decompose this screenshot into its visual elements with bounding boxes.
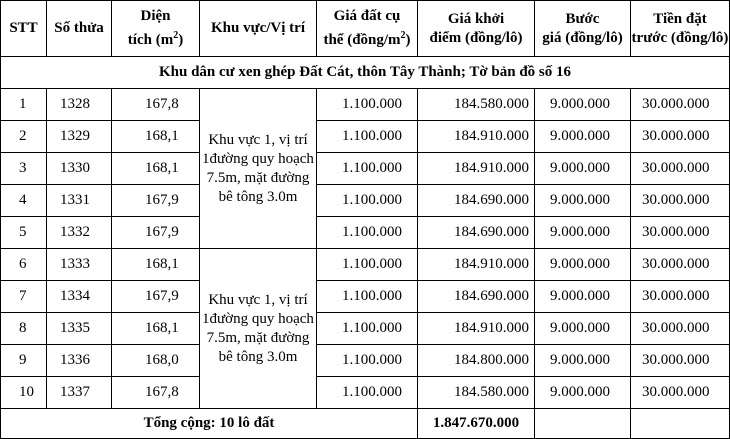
cell-deposit: 30.000.000 — [631, 153, 730, 185]
cell-starting-price: 184.580.000 — [418, 89, 535, 121]
cell-area: 168,1 — [112, 153, 200, 185]
cell-deposit: 30.000.000 — [631, 185, 730, 217]
section-title: Khu dân cư xen ghép Đất Cát, thôn Tây Thành; Tờ bản đồ số 16 — [1, 57, 730, 89]
cell-price-step: 9.000.000 — [535, 281, 631, 313]
header-area: Diện tích $(m^2)$ — [112, 1, 200, 57]
header-zone: Khu vực/Vị trí — [200, 1, 317, 57]
table-row — [1, 185, 730, 217]
cell-stt: 1 — [1, 89, 47, 121]
cell-plot: 1335 — [47, 313, 112, 345]
cell-price-step: 9.000.000 — [535, 89, 631, 121]
cell-starting-price: 184.580.000 — [418, 377, 535, 409]
cell-deposit: 30.000.000 — [631, 313, 730, 345]
cell-plot: 1330 — [47, 153, 112, 185]
cell-price-step: 9.000.000 — [535, 153, 631, 185]
cell-area: 168,1 — [112, 249, 200, 281]
zone-group-1: Khu vực 1, vị trí 1đường quy hoạch 7.5m, mặt đường bê tông 3.0m — [200, 89, 317, 249]
total-empty-step — [535, 409, 631, 439]
cell-stt: 6 — [1, 249, 47, 281]
header-price-step: Bước giá (đồng/lô) — [535, 1, 631, 57]
cell-area: 168,1 — [112, 121, 200, 153]
cell-deposit: 30.000.000 — [631, 217, 730, 249]
header-land-price: Giá đất cụ thể $(đồng/m^2)$ — [317, 1, 418, 57]
cell-area: 168,1 — [112, 313, 200, 345]
table-row — [1, 89, 730, 121]
cell-price-step: 9.000.000 — [535, 377, 631, 409]
cell-plot: 1337 — [47, 377, 112, 409]
cell-plot: 1331 — [47, 185, 112, 217]
table-row — [1, 153, 730, 185]
cell-deposit: 30.000.000 — [631, 249, 730, 281]
cell-land-price: 1.100.000 — [317, 377, 418, 409]
table-row — [1, 249, 730, 281]
header-deposit: Tiền đặt trước (đồng/lô) — [631, 1, 730, 57]
cell-land-price: 1.100.000 — [317, 281, 418, 313]
cell-starting-price: 184.690.000 — [418, 281, 535, 313]
cell-price-step: 9.000.000 — [535, 185, 631, 217]
header-row — [1, 1, 730, 57]
cell-price-step: 9.000.000 — [535, 313, 631, 345]
cell-plot: 1334 — [47, 281, 112, 313]
cell-stt: 8 — [1, 313, 47, 345]
cell-land-price: 1.100.000 — [317, 217, 418, 249]
cell-area: 168,0 — [112, 345, 200, 377]
cell-stt: 5 — [1, 217, 47, 249]
cell-price-step: 9.000.000 — [535, 217, 631, 249]
cell-land-price: 1.100.000 — [317, 249, 418, 281]
cell-land-price: 1.100.000 — [317, 185, 418, 217]
cell-plot: 1328 — [47, 89, 112, 121]
cell-price-step: 9.000.000 — [535, 249, 631, 281]
total-row — [1, 409, 730, 439]
cell-starting-price: 184.910.000 — [418, 121, 535, 153]
cell-starting-price: 184.690.000 — [418, 185, 535, 217]
section-row — [1, 57, 730, 89]
table-row — [1, 377, 730, 409]
cell-price-step: 9.000.000 — [535, 121, 631, 153]
cell-starting-price: 184.910.000 — [418, 153, 535, 185]
cell-deposit: 30.000.000 — [631, 121, 730, 153]
table-row — [1, 281, 730, 313]
cell-stt: 4 — [1, 185, 47, 217]
cell-starting-price: 184.800.000 — [418, 345, 535, 377]
total-label: Tổng cộng: 10 lô đất — [1, 409, 418, 439]
cell-land-price: 1.100.000 — [317, 121, 418, 153]
cell-deposit: 30.000.000 — [631, 281, 730, 313]
cell-starting-price: 184.910.000 — [418, 249, 535, 281]
cell-land-price: 1.100.000 — [317, 345, 418, 377]
zone-group-2: Khu vực 1, vị trí 1đường quy hoạch 7.5m, mặt đường bê tông 3.0m — [200, 249, 317, 409]
table-row — [1, 217, 730, 249]
cell-stt: 3 — [1, 153, 47, 185]
cell-plot: 1333 — [47, 249, 112, 281]
cell-plot: 1336 — [47, 345, 112, 377]
cell-stt: 2 — [1, 121, 47, 153]
total-empty-deposit — [631, 409, 730, 439]
header-plot-number: Số thửa — [47, 1, 112, 57]
cell-stt: 9 — [1, 345, 47, 377]
header-starting-price: Giá khởi điểm (đồng/lô) — [418, 1, 535, 57]
cell-starting-price: 184.690.000 — [418, 217, 535, 249]
cell-area: 167,9 — [112, 185, 200, 217]
header-stt: STT — [1, 1, 47, 57]
table-row — [1, 345, 730, 377]
table-row — [1, 121, 730, 153]
total-value: 1.847.670.000 — [418, 409, 535, 439]
cell-area: 167,8 — [112, 89, 200, 121]
cell-land-price: 1.100.000 — [317, 153, 418, 185]
cell-plot: 1332 — [47, 217, 112, 249]
cell-land-price: 1.100.000 — [317, 89, 418, 121]
table-row — [1, 313, 730, 345]
cell-deposit: 30.000.000 — [631, 89, 730, 121]
cell-plot: 1329 — [47, 121, 112, 153]
cell-stt: 7 — [1, 281, 47, 313]
cell-area: 167,9 — [112, 217, 200, 249]
cell-area: 167,8 — [112, 377, 200, 409]
cell-area: 167,9 — [112, 281, 200, 313]
cell-land-price: 1.100.000 — [317, 313, 418, 345]
cell-stt: 10 — [1, 377, 47, 409]
cell-deposit: 30.000.000 — [631, 345, 730, 377]
cell-deposit: 30.000.000 — [631, 377, 730, 409]
cell-starting-price: 184.910.000 — [418, 313, 535, 345]
cell-price-step: 9.000.000 — [535, 345, 631, 377]
